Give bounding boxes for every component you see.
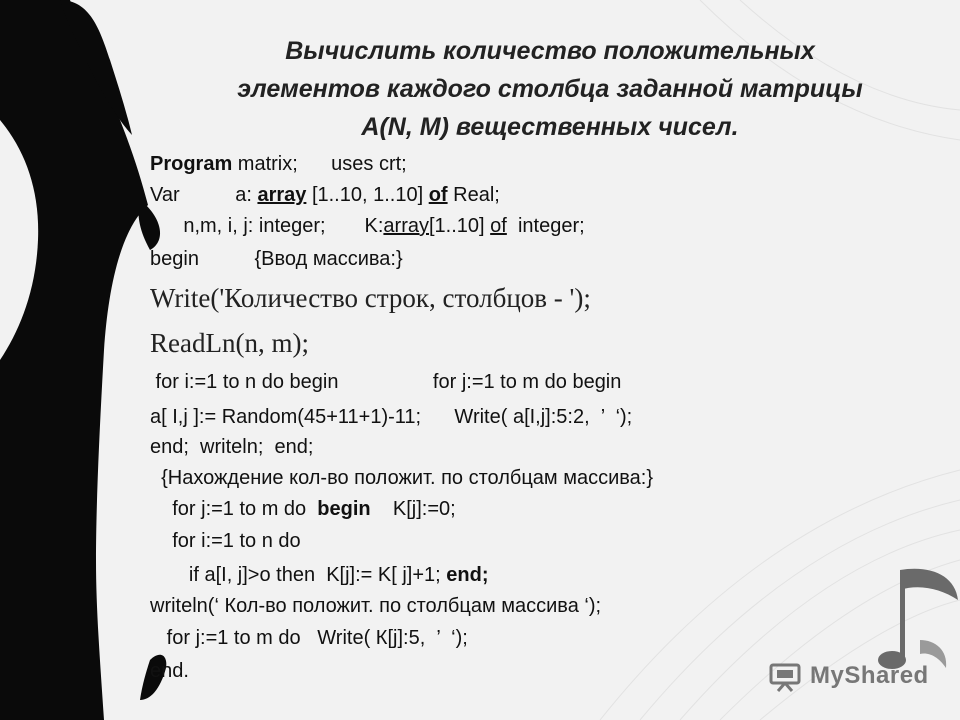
slide-title-line-2: элементов каждого столбца заданной матрицы — [237, 75, 863, 103]
code-line-writeln: writeln(‘ Кол-во положит. по столбцам массива ‘); — [150, 595, 602, 617]
code-line-random: a[ I,j ]:= Random(45+11+1)-11; Write( a[I,j]:5:2, ’ ‘); — [150, 406, 633, 428]
code-line-if: if a[I, j]>o then K[j]:= K[ j]+1; end; — [150, 564, 489, 586]
keyword-array: array — [257, 184, 307, 206]
code-line-write: Write('Количество строк, столбцов - '); — [150, 283, 591, 313]
keyword-program: Program — [150, 153, 233, 175]
code-line-begin: begin {Ввод массива:} — [150, 248, 403, 270]
keyword-end: end; — [446, 564, 489, 586]
keyword-begin: begin — [317, 498, 371, 520]
keyword-of: of — [428, 184, 448, 206]
keyword-of-2: of — [490, 215, 507, 237]
code-line-declarations: n,m, i, j: integer; K:array[1..10] of integer; — [150, 215, 585, 237]
presentation-icon — [768, 659, 802, 693]
code-line-var: Var a: array [1..10, 1..10] of Real; — [150, 184, 500, 206]
code-line-end: end; writeln; end; — [150, 436, 314, 458]
myshared-logo — [768, 656, 929, 696]
code-line-for-output: for j:=1 to m do Write( К[j]:5, ’ ‘); — [150, 627, 468, 649]
code-line-program: Program matrix; uses crt; — [150, 153, 407, 175]
slide-title-line-1: Вычислить количество положительных — [285, 37, 815, 65]
code-line-readln: ReadLn(n, m); — [150, 328, 309, 358]
keyword-array-2: array — [383, 215, 429, 237]
code-line-for-j: for j:=1 to m do begin K[j]:=0; — [150, 498, 456, 520]
music-note-decoration — [878, 569, 958, 669]
black-flourish-shape — [0, 0, 148, 720]
slide-title-line-3: A(N, M) вещественных чисел. — [361, 113, 739, 141]
code-line-end-program: end. — [150, 660, 189, 682]
code-line-for-i: for i:=1 to n do — [150, 530, 301, 552]
code-line-comment: {Нахождение кол-во положит. по столбцам массива:} — [150, 467, 654, 489]
code-line-for-loops: for i:=1 to n do begin for j:=1 to m do begin — [150, 371, 622, 393]
logo-text: MyShared — [810, 662, 929, 689]
